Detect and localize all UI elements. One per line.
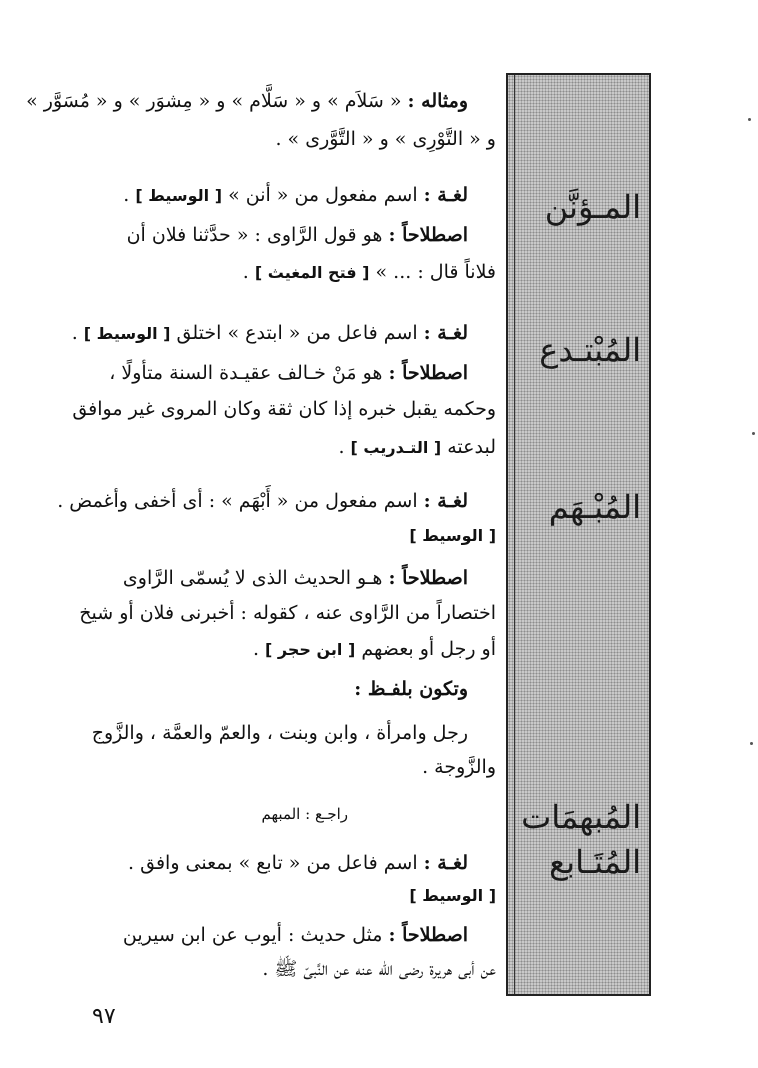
headword-muannan: المـؤنَّن bbox=[544, 188, 641, 226]
intro-line-2: و « التَّوْرِى » و « التَّوَّرى » . bbox=[275, 128, 496, 150]
muannan-lugha-text: اسم مفعول من « أنن » bbox=[228, 184, 418, 206]
muannan-istilah-label: اصطلاحاً : bbox=[388, 224, 468, 246]
intro-text: « سَلاَم » و « سَلَّام » و « مِشوَر » و « مُسَوَّر » bbox=[26, 90, 402, 112]
mubtadi-lugha-source: [ الوسيط ] bbox=[83, 324, 171, 343]
mutabi-istilah bbox=[48, 920, 468, 950]
scan-speck bbox=[752, 432, 755, 435]
muannan-lugha-source: [ الوسيط ] bbox=[135, 186, 223, 205]
headword-mubtadi: المُبْتـدع bbox=[539, 331, 641, 369]
mubham-line-4-source: [ ابن حجر ] bbox=[265, 640, 356, 659]
mubham-takun bbox=[48, 674, 468, 704]
mubham-line-7: والزَّوجة . bbox=[422, 756, 496, 778]
mubtadi-istilah-text: هو مَنْ خـالف عقيـدة السنة متأولًا ، bbox=[109, 362, 383, 384]
mubtadi-istilah-label: اصطلاحاً : bbox=[388, 362, 468, 384]
scan-speck bbox=[748, 118, 751, 121]
muannan-lugha-label: لغـة : bbox=[423, 184, 468, 206]
page-number: ٩٧ bbox=[92, 1004, 116, 1029]
mutabi-istilah-text: مثل حديث : أيوب عن ابن سيرين bbox=[122, 924, 383, 946]
mubham-istilah-label: اصطلاحاً : bbox=[388, 567, 468, 589]
mubtadi-line-4-text: لبدعته bbox=[447, 436, 496, 458]
headword-mubhamat: المُبهمَات bbox=[521, 798, 641, 836]
mubham-istilah-text: هـو الحديث الذى لا يُسمّى الرَّاوى bbox=[122, 567, 383, 589]
intro-line-1 bbox=[26, 86, 468, 116]
mubham-line-4-text: أو رجل أو بعضهم bbox=[361, 638, 496, 660]
sidebar-divider bbox=[514, 75, 515, 994]
mubham-takun-label: وتكون بلفـظ : bbox=[354, 678, 468, 700]
muannan-istilah-text: هو قول الرَّاوى : « حدَّثنا فلان أن bbox=[126, 224, 383, 246]
muannan-istilah-cont bbox=[76, 257, 496, 288]
muannan-lugha-end: . bbox=[123, 184, 130, 206]
muannan-istilah-end: . bbox=[242, 261, 249, 283]
mutabi-lugha-text: اسم فاعل من « تابع » بمعنى وافق . bbox=[128, 852, 418, 874]
headword-mutabi: المُتَـابع bbox=[549, 843, 641, 881]
mutabi-lugha-label: لغـة : bbox=[423, 852, 468, 874]
mubtadi-line-4 bbox=[76, 432, 496, 463]
mubtadi-line-4-end: . bbox=[338, 436, 345, 458]
mubhamat-refer-text: راجـع : المبهم bbox=[261, 805, 348, 823]
headword-mubham: المُبْـهَم bbox=[548, 488, 641, 526]
mubham-lugha-source-line bbox=[76, 520, 496, 551]
muannan-lugha bbox=[48, 180, 468, 211]
mubham-line-4 bbox=[76, 634, 496, 665]
mubham-lugha-text: اسم مفعول من « أَبْهَم » : أى أخفى وأغمض . bbox=[57, 490, 418, 512]
mubham-istilah bbox=[48, 563, 468, 593]
mubtadi-istilah bbox=[48, 358, 468, 388]
mutabi-lugha-source: [ الوسيط ] bbox=[409, 886, 496, 905]
mutabi-lugha-source-line bbox=[76, 880, 496, 911]
muannan-istilah-cont-text: فلاناً قال : ... » bbox=[375, 261, 496, 283]
mubtadi-line-3: وحكمه يقبل خبره إذا كان ثقة وكان المروى غير موافق bbox=[72, 398, 496, 420]
mubham-lugha-label: لغـة : bbox=[423, 490, 468, 512]
muannan-istilah bbox=[48, 220, 468, 250]
mubhamat-refer bbox=[148, 798, 348, 829]
mubtadi-lugha bbox=[48, 318, 468, 349]
mutabi-line-3: عن أبى هريرة رضى الله عنه عن النَّبىّ ﷺ . bbox=[262, 958, 496, 980]
mubham-line-4-end: . bbox=[252, 638, 259, 660]
sidebar-headwords bbox=[506, 73, 651, 996]
mubham-lugha-source: [ الوسيط ] bbox=[409, 526, 496, 545]
mubham-line-6: رجل وامرأة ، وابن وبنت ، والعمّ والعمَّة ، والزَّوج bbox=[91, 722, 468, 744]
mubham-line-3: اختصاراً من الرَّاوى عنه ، كقوله : أخبرنى فلان أو شيخ bbox=[79, 602, 496, 624]
mubtadi-line-4-source: [ التـدريب ] bbox=[350, 438, 442, 457]
mubtadi-lugha-end: . bbox=[71, 322, 78, 344]
mubtadi-lugha-text: اسم فاعل من « ابتدع » اختلق bbox=[176, 322, 418, 344]
mubham-lugha bbox=[48, 486, 468, 516]
mubtadi-lugha-label: لغـة : bbox=[423, 322, 468, 344]
scan-speck bbox=[750, 742, 753, 745]
mutabi-istilah-label: اصطلاحاً : bbox=[388, 924, 468, 946]
muannan-istilah-source: [ فتح المغيث ] bbox=[254, 263, 370, 282]
intro-label: ومثاله : bbox=[407, 90, 468, 112]
mutabi-lugha bbox=[48, 848, 468, 878]
